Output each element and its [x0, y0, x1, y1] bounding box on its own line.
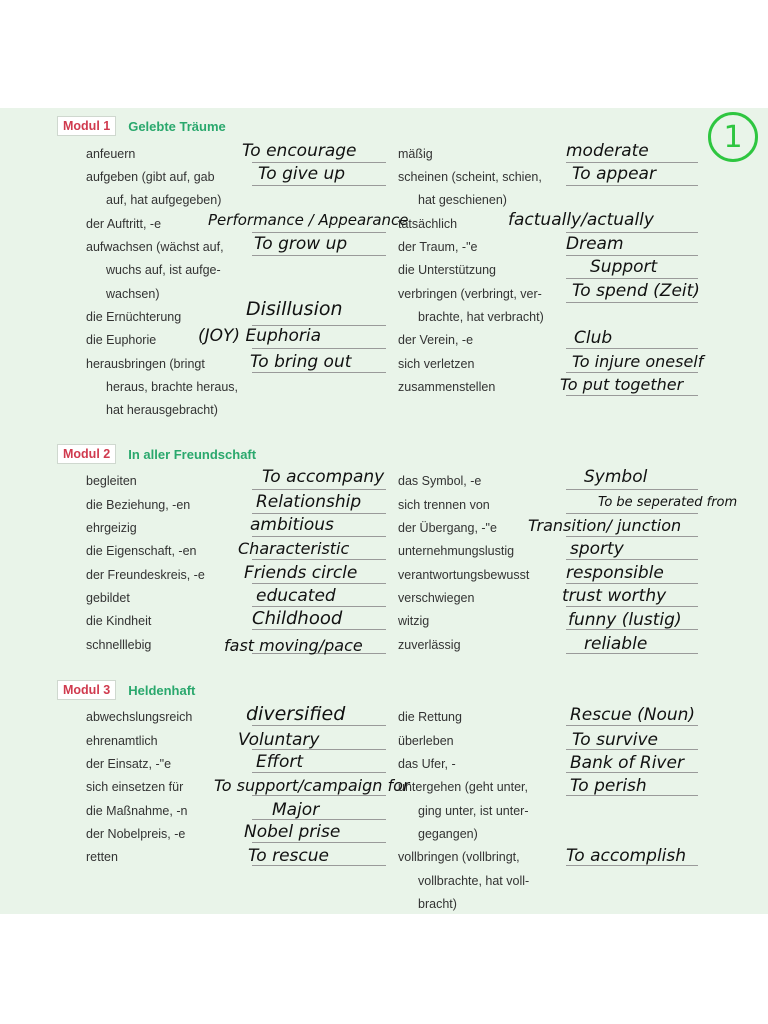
- term-gebildet: gebildet: [86, 591, 130, 605]
- page-number-circle: [708, 112, 758, 162]
- term-vollbringen-cont2: bracht): [418, 897, 457, 911]
- answer-line: [252, 185, 386, 186]
- term-scheinen-cont: hat geschienen): [418, 193, 507, 207]
- answer-line: [566, 255, 698, 256]
- term-verschwiegen: verschwiegen: [398, 591, 475, 605]
- term-unterstuetzung: die Unterstützung: [398, 263, 496, 277]
- term-ufer: das Ufer, -: [398, 757, 456, 771]
- term-ernuechterung: die Ernüchterung: [86, 310, 182, 324]
- term-einsatz: der Einsatz, -"e: [86, 757, 172, 771]
- answer-verbringen: To spend (Zeit): [572, 281, 700, 301]
- answer-untergehen: To perish: [570, 776, 647, 796]
- term-traum: der Traum, -"e: [398, 240, 478, 254]
- term-maessig: mäßig: [398, 147, 433, 161]
- answer-gebildet: educated: [256, 586, 336, 606]
- answer-line: [566, 348, 698, 349]
- term-scheinen: scheinen (scheint, schien,: [398, 170, 542, 184]
- term-vollbringen-cont: vollbrachte, hat voll-: [418, 874, 530, 888]
- answer-witzig: funny (lustig): [568, 610, 682, 630]
- term-ehrenamtlich: ehrenamtlich: [86, 734, 158, 748]
- answer-line: [566, 583, 698, 584]
- answer-line: [566, 232, 698, 233]
- answer-schnelllebig: fast moving/pace: [224, 636, 363, 655]
- term-untergehen-cont2: gegangen): [418, 827, 478, 841]
- term-retten: retten: [86, 850, 118, 864]
- module-2-label: Modul 2: [57, 444, 116, 464]
- answer-line: [252, 162, 386, 163]
- term-zusammenstellen: zusammenstellen: [398, 380, 496, 394]
- term-auftritt: der Auftritt, -e: [86, 217, 162, 231]
- answer-kindheit: Childhood: [252, 608, 343, 629]
- answer-line: [566, 606, 698, 607]
- answer-line: [252, 372, 386, 373]
- answer-line: [252, 772, 386, 773]
- answer-ehrgeizig: ambitious: [250, 515, 334, 535]
- answer-trennen: To be seperated from: [598, 495, 738, 510]
- term-schnelllebig: schnelllebig: [86, 638, 152, 652]
- term-tatsaechlich: tatsächlich: [398, 217, 458, 231]
- term-unternehmungslustig: unternehmungslustig: [398, 544, 515, 558]
- answer-line: [252, 232, 386, 233]
- answer-line: [566, 536, 698, 537]
- answer-line: [566, 185, 698, 186]
- module-1-title: Gelebte Träume: [128, 118, 226, 134]
- term-aufwachsen-cont2: wachsen): [106, 287, 160, 301]
- answer-line: [252, 348, 386, 349]
- answer-line: [252, 842, 386, 843]
- answer-massnahme: Major: [272, 800, 320, 820]
- term-verbringen-cont: brachte, hat verbracht): [418, 310, 544, 324]
- answer-ehrenamtlich: Voluntary: [238, 730, 320, 750]
- answer-unterstuetzung: Support: [590, 257, 658, 277]
- term-rettung: die Rettung: [398, 710, 462, 724]
- term-verein: der Verein, -e: [398, 333, 474, 347]
- answer-begleiten: To accompany: [262, 467, 385, 487]
- term-beziehung: die Beziehung, -en: [86, 498, 191, 512]
- module-2-title: In aller Freundschaft: [128, 446, 257, 462]
- answer-aufgeben: To give up: [258, 164, 346, 184]
- answer-line: [252, 606, 386, 607]
- answer-line: [566, 725, 698, 726]
- answer-line: [566, 162, 698, 163]
- module-2-header: [57, 444, 256, 464]
- term-symbol: das Symbol, -e: [398, 474, 482, 488]
- answer-vollbringen: To accomplish: [566, 846, 687, 866]
- answer-nobelpreis: Nobel prise: [244, 822, 341, 842]
- answer-line: [252, 536, 386, 537]
- answer-line: [566, 278, 698, 279]
- term-ehrgeizig: ehrgeizig: [86, 521, 137, 535]
- answer-verein: Club: [574, 328, 613, 348]
- term-freundeskreis: der Freundeskreis, -e: [86, 568, 205, 582]
- term-nobelpreis: der Nobelpreis, -e: [86, 827, 186, 841]
- answer-line: [566, 302, 698, 303]
- answer-line: [252, 583, 386, 584]
- term-aufwachsen-cont: wuchs auf, ist aufge-: [106, 263, 221, 277]
- term-verantwortungsbewusst: verantwortungsbewusst: [398, 568, 530, 582]
- answer-uebergang: Transition/ junction: [528, 516, 682, 535]
- term-uebergang: der Übergang, -"e: [398, 521, 497, 535]
- module-1-header: [57, 116, 226, 136]
- term-herausbringen-cont: heraus, brachte heraus,: [106, 380, 239, 394]
- term-massnahme: die Maßnahme, -n: [86, 804, 188, 818]
- term-untergehen: untergehen (geht unter,: [398, 780, 528, 794]
- term-untergehen-cont: ging unter, ist unter-: [418, 804, 529, 818]
- answer-euphorie: (JOY) Euphoria: [198, 326, 322, 346]
- term-verbringen: verbringen (verbringt, ver-: [398, 287, 542, 301]
- answer-line: [252, 255, 386, 256]
- term-einsetzen: sich einsetzen für: [86, 780, 184, 794]
- term-herausbringen: herausbringen (bringt: [86, 357, 205, 371]
- term-begleiten: begleiten: [86, 474, 137, 488]
- answer-freundeskreis: Friends circle: [244, 563, 358, 583]
- answer-ueberleben: To survive: [572, 730, 659, 750]
- term-herausbringen-cont2: hat herausgebracht): [106, 403, 218, 417]
- answer-tatsaechlich: factually/actually: [508, 210, 654, 230]
- answer-zusammenstellen: To put together: [560, 375, 684, 394]
- answer-line: [566, 513, 698, 514]
- answer-eigenschaft: Characteristic: [238, 539, 350, 558]
- term-abwechslungsreich: abwechslungsreich: [86, 710, 193, 724]
- module-3-title: Heldenhaft: [128, 682, 196, 698]
- answer-scheinen: To appear: [572, 164, 656, 184]
- answer-line: [252, 489, 386, 490]
- answer-line: [566, 489, 698, 490]
- answer-symbol: Symbol: [584, 467, 648, 487]
- term-verletzen: sich verletzen: [398, 357, 475, 371]
- answer-einsatz: Effort: [256, 752, 304, 772]
- answer-abwechslungsreich: diversified: [246, 703, 346, 725]
- answer-line: [252, 725, 386, 726]
- answer-unternehmungslustig: sporty: [570, 539, 624, 559]
- answer-verantwortungsbewusst: responsible: [566, 563, 664, 583]
- answer-auftritt: Performance / Appearance: [208, 211, 409, 229]
- answer-line: [252, 629, 386, 630]
- answer-verschwiegen: trust worthy: [562, 586, 667, 606]
- answer-retten: To rescue: [248, 846, 329, 866]
- module-3-header: [57, 680, 195, 700]
- term-aufwachsen: aufwachsen (wächst auf,: [86, 240, 224, 254]
- answer-line: [252, 513, 386, 514]
- answer-line: [252, 559, 386, 560]
- answer-verletzen: To injure oneself: [572, 352, 704, 371]
- term-trennen: sich trennen von: [398, 498, 490, 512]
- answer-line: [566, 395, 698, 396]
- answer-line: [566, 559, 698, 560]
- term-aufgeben-cont: auf, hat aufgegeben): [106, 193, 222, 207]
- term-euphorie: die Euphorie: [86, 333, 157, 347]
- term-kindheit: die Kindheit: [86, 614, 152, 628]
- term-vollbringen: vollbringen (vollbringt,: [398, 850, 520, 864]
- answer-maessig: moderate: [566, 141, 649, 161]
- answer-traum: Dream: [566, 234, 624, 254]
- answer-ufer: Bank of River: [570, 753, 684, 773]
- module-1-label: Modul 1: [57, 116, 116, 136]
- term-zuverlaessig: zuverlässig: [398, 638, 461, 652]
- term-eigenschaft: die Eigenschaft, -en: [86, 544, 197, 558]
- answer-beziehung: Relationship: [256, 492, 362, 512]
- term-anfeuern: anfeuern: [86, 147, 136, 161]
- term-aufgeben: aufgeben (gibt auf, gab: [86, 170, 215, 184]
- answer-herausbringen: To bring out: [250, 352, 352, 372]
- answer-aufwachsen: To grow up: [254, 234, 348, 254]
- answer-anfeuern: To encourage: [242, 141, 357, 161]
- answer-zuverlaessig: reliable: [584, 634, 648, 654]
- term-witzig: witzig: [398, 614, 430, 628]
- answer-ernuechterung: Disillusion: [246, 298, 343, 320]
- term-ueberleben: überleben: [398, 734, 454, 748]
- answer-rettung: Rescue (Noun): [570, 705, 696, 725]
- answer-line: [566, 372, 698, 373]
- answer-einsetzen: To support/campaign for: [214, 776, 410, 795]
- page-number: 1: [723, 119, 743, 155]
- module-3-label: Modul 3: [57, 680, 116, 700]
